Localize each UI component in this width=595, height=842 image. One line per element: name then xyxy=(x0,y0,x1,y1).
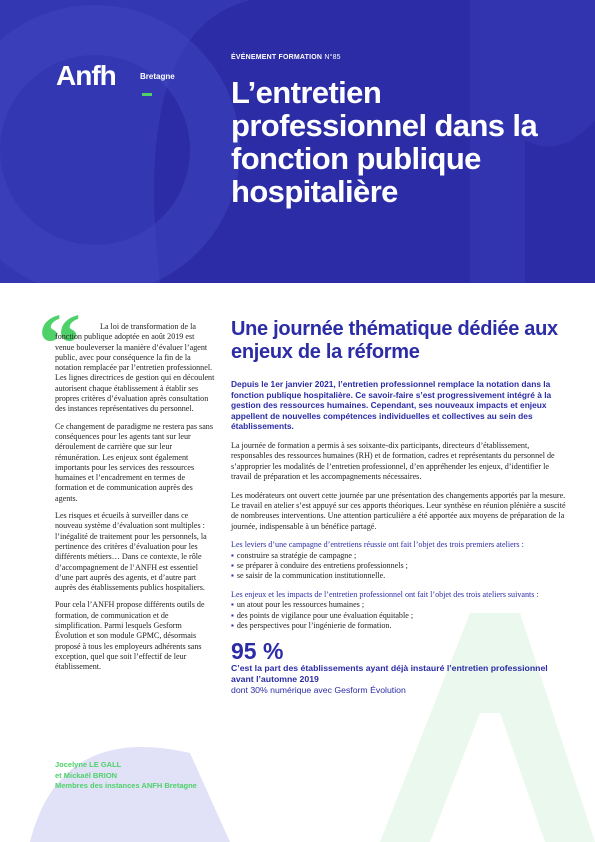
issue-number: N°85 xyxy=(324,54,341,61)
editorial-paragraph: Les risques et écueils à surveiller dans ce nouveau système d’évaluation sont multiples : l’inégalité de traitement pour les personnels, la pertinence des critères d’évaluation pour les différents métiers… Dans ce contexte, le rôle d’accompagnement de l’ANFH est essentiel d’une part auprès des agents, et d’autre part auprès des établissements publics hospitaliers. xyxy=(55,511,207,593)
list-item: ▪ des points de vigilance pour une évaluation équitable ; xyxy=(231,611,571,621)
signature-name: Jocelyne LE GALL xyxy=(55,760,122,769)
list-title: Les enjeux et les impacts de l’entretien professionnel ont fait l’objet des trois ateliers suivants : xyxy=(231,589,539,599)
stat-value: 95 % xyxy=(231,638,284,665)
list-item: ▪ des perspectives pour l’ingénierie de formation. xyxy=(231,621,571,631)
article-heading: Une journée thématique dédiée aux enjeux de la réforme xyxy=(231,318,558,363)
list-item: ▪ se préparer à conduire des entretiens professionnels ; xyxy=(231,561,571,571)
list-item: ▪ construire sa stratégie de campagne ; xyxy=(231,551,571,561)
editorial-paragraph: Ce changement de paradigme ne restera pas sans conséquences pour les agents tant sur leur déroulement de carrière que sur leur rémunération. Les enjeux sont également importants pour les services des ressources humaines et l’encadrement en termes de formation et de communication auprès des agents. xyxy=(55,421,213,503)
quote-mark-icon: “ xyxy=(38,295,81,391)
signature-role: Membres des instances ANFH Bretagne xyxy=(55,781,197,790)
kicker-label: ÉVÉNEMENT FORMATION xyxy=(231,54,323,61)
list-item: ▪ un atout pour les ressources humaines ; xyxy=(231,600,571,610)
header-banner xyxy=(0,0,595,283)
list-title: Les leviers d’une campagne d’entretiens réussie ont fait l’objet des trois premiers ateliers : xyxy=(231,540,524,550)
anfh-logo xyxy=(56,60,175,92)
article-column xyxy=(231,318,571,696)
article-paragraph: Les modérateurs ont ouvert cette journée par une présentation des changements apportés par la mesure. Le travail en atelier s’est appuyé sur ces apports théoriques. Leur synthèse en réunion plénière a suscité de nombreuses interventions. Une attention particulière a été apportée aux moyens de préparation de la journée, indispensable à un bénéfice partagé. xyxy=(231,490,566,531)
signature-name: et Mickaël BRION xyxy=(55,770,118,780)
editorial-paragraph: La loi de transformation de la fonction publique adoptée en août 2019 est venue bouleverser la manière d’évaluer l’agent public, avec pour conséquence la fin de la notation remplacée par l’entretien professionnel. Les lignes directrices de gestion qui en découlent autorisent chaque établissement à établir ses propres critères d’évaluation après consultation des instances représentatives du personnel. xyxy=(55,322,215,414)
stat-text: C’est la part des établissements ayant déjà instauré l’entretien professionnel avant l’automne 2019 xyxy=(231,663,548,685)
article-paragraph: La journée de formation a permis à ses soixante-dix participants, directeurs d’établissement, responsables des ressources humaines (RH) et de formation, cadres et représentants du personnel de s’approprier les modalités de l’entretien professionnel, d’en appréhender les enjeux, d’identifier le travail de préparation et les accompagnements nécessaires. xyxy=(231,440,555,482)
list-item: ▪ se saisir de la communication institutionnelle. xyxy=(231,571,571,581)
editorial-paragraph: Pour cela l’ANFH propose différents outils de formation, de communication et de simplification. Parmi lesquels Gesform Évolution et son module GPMC, désormais proposé à tous les employeurs adhérents sans exception, quel que soit l’effectif de leur établissement. xyxy=(55,600,205,672)
logo-accent-bar xyxy=(142,93,152,96)
page-title: L’entretien professionnel dans la fonction publique hospitalière xyxy=(231,75,538,209)
signature xyxy=(55,760,235,792)
kicker xyxy=(231,54,341,61)
stat-subtext: dont 30% numérique avec Gesform Évolution xyxy=(231,685,406,696)
logo-region: Bretagne xyxy=(140,72,175,81)
logo-wordmark: Anfh xyxy=(56,60,116,91)
article-lead: Depuis le 1er janvier 2021, l’entretien professionnel remplace la notation dans la fonction publique hospitalière. Ce savoir-faire s’est progressivement intégré à la gestion des ressources humaines. Cependant, ses nouveaux impacts et enjeux appellent de nouvelles compétences individuelles et collectives au sein des établissements. xyxy=(231,379,552,432)
workshop-list xyxy=(231,600,571,631)
editorial-column xyxy=(55,322,215,680)
workshop-list xyxy=(231,551,571,582)
